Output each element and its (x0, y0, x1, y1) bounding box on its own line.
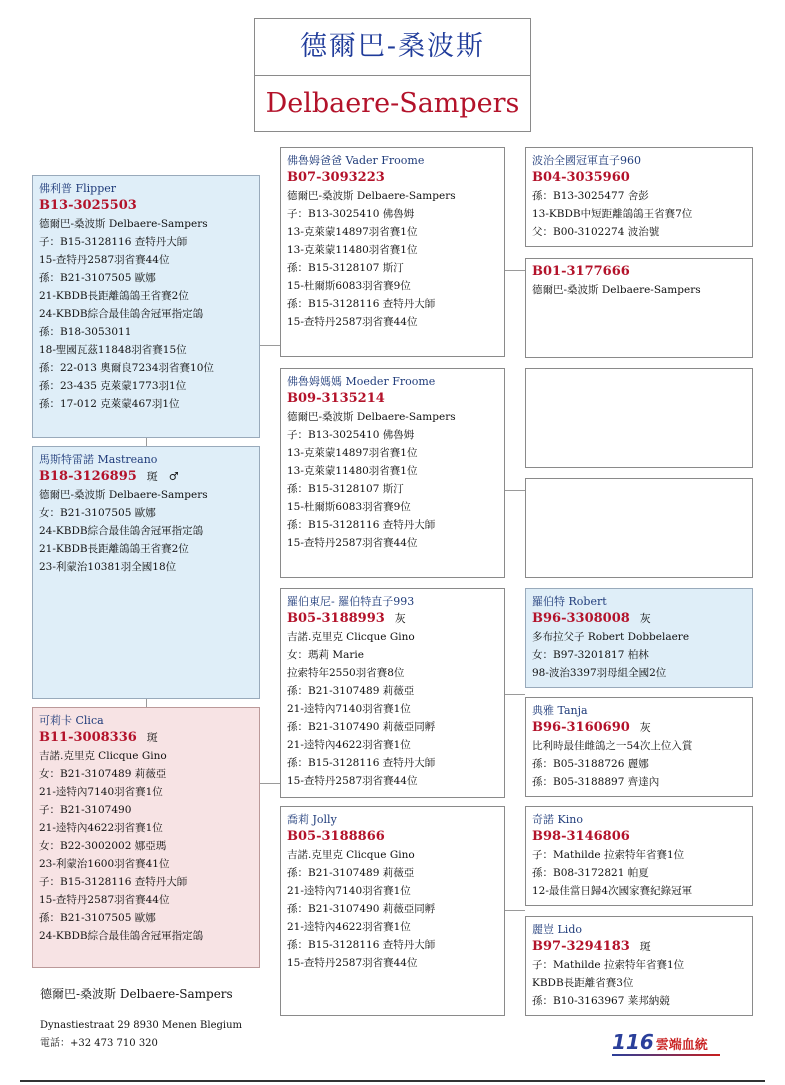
pigeon-detail-line: KBDB長距離省賽3位 (532, 977, 634, 989)
pigeon-detail-line: 孫：B21-3107490 莉薇亞同孵 (287, 721, 436, 733)
divider (20, 1080, 765, 1082)
pigeon-detail-line: 吉諾.克里克 Clicque Gino (287, 631, 415, 643)
pigeon-name: 麗豈 Lido (532, 923, 582, 936)
pigeon-detail-line: 拉索特年2550羽省賽8位 (287, 667, 405, 679)
pigeon-detail-line: 孫：B21-3107490 莉薇亞同孵 (287, 903, 436, 915)
pigeon-details (532, 281, 746, 299)
site-logo[interactable] (612, 1030, 722, 1056)
pigeon-detail-line: 子：B13-3025410 佛魯姆 (287, 429, 415, 441)
pigeon-card-sire-dam[interactable] (280, 368, 505, 578)
pigeon-ring: B96-3160690 灰 (532, 720, 651, 735)
pigeon-detail-line: 15-杜爾斯6083羽省賽9位 (287, 501, 411, 513)
pigeon-detail-line: 24-KBDB綜合最佳鴿舍冠軍指定鴿 (39, 308, 204, 320)
pigeon-detail-line: 吉諾.克里克 Clicque Gino (39, 750, 167, 762)
pigeon-detail-line: 13-克萊蒙11480羽省賽1位 (287, 465, 418, 477)
pigeon-detail-line: 15-查特丹2587羽省賽44位 (287, 957, 418, 969)
pigeon-details (532, 956, 746, 1010)
pigeon-detail-line: 12-最佳當日歸4次國家賽紀錄冠軍 (532, 885, 693, 897)
pigeon-details (39, 486, 253, 576)
title-english: Delbaere-Sampers (265, 88, 520, 119)
title-chinese: 德爾巴-桑波斯 (255, 19, 530, 76)
pigeon-ring: B05-3188866 (287, 829, 385, 844)
pigeon-detail-line: 孫：B21-3107505 歐娜 (39, 912, 156, 924)
connector-line (505, 490, 525, 491)
pigeon-detail-line: 15-查特丹2587羽省賽44位 (39, 254, 170, 266)
pigeon-detail-line: 孫：B05-3188726 麗娜 (532, 758, 649, 770)
pigeon-name: 佛魯姆爸爸 Vader Froome (287, 154, 425, 167)
breeder-address: Dynastiestraat 29 8930 Menen Blegium (40, 1020, 243, 1031)
pigeon-ring: B05-3188993 灰 (287, 611, 406, 626)
pigeon-card-dam-dam-sire[interactable] (525, 806, 753, 906)
pigeon-details (287, 846, 498, 972)
pigeon-detail-line: 15-杜爾斯6083羽省賽9位 (287, 280, 411, 292)
pigeon-detail-line: 比利時最佳雌鴿之一54次上位入賞 (532, 740, 693, 752)
pigeon-card-sire-sire[interactable] (280, 147, 505, 357)
pigeon-detail-line: 21-逵特內7140羽省賽1位 (287, 885, 411, 897)
pigeon-details (39, 747, 253, 945)
pigeon-detail-line: 13-KBDB中短距離鴿鴿王省賽7位 (532, 208, 693, 220)
pigeon-detail-line: 98-波治3397羽母組全國2位 (532, 667, 667, 679)
pigeon-detail-line: 孫：B15-3128116 查特丹大師 (287, 298, 436, 310)
pigeon-detail-line: 德爾巴-桑波斯 Delbaere-Sampers (39, 489, 208, 501)
pigeon-name: 佛魯姆媽媽 Moeder Froome (287, 375, 436, 388)
pigeon-ring: B09-3135214 (287, 391, 385, 406)
pigeon-detail-line: 女：瑪莉 Marie (287, 649, 364, 661)
pigeon-card-sire-sire-dam[interactable] (525, 258, 753, 358)
pigeon-detail-line: 孫：B21-3107489 莉薇亞 (287, 867, 415, 879)
pigeon-ring: B97-3294183 斑 (532, 939, 651, 954)
pigeon-detail-line: 子：B15-3128116 查特丹大師 (39, 876, 188, 888)
pigeon-card-dam-sire-dam[interactable] (525, 697, 753, 797)
pigeon-details (287, 187, 498, 331)
pigeon-card-dam-sire[interactable] (280, 588, 505, 798)
pigeon-ring: B11-3008336 斑 (39, 730, 158, 745)
pigeon-detail-line: 24-KBDB綜合最佳鴿舍冠軍指定鴿 (39, 930, 204, 942)
pigeon-ring: B07-3093223 (287, 170, 385, 185)
pigeon-detail-line: 21-逵特內4622羽省賽1位 (287, 739, 411, 751)
pigeon-name: 羅伯東尼- 羅伯特直子993 (287, 595, 415, 608)
pigeon-detail-line: 女：B21-3107505 歐娜 (39, 507, 156, 519)
pigeon-details (287, 628, 498, 790)
pigeon-detail-line: 子：B13-3025410 佛魯姆 (287, 208, 415, 220)
pigeon-name: 喬莉 Jolly (287, 813, 337, 826)
pigeon-detail-line: 子：B15-3128116 查特丹大師 (39, 236, 188, 248)
logo-underline (612, 1054, 720, 1056)
pigeon-detail-line: 21-逵特內4622羽省賽1位 (287, 921, 411, 933)
pigeon-ring: B98-3146806 (532, 829, 630, 844)
pigeon-card-dam-dam[interactable] (280, 806, 505, 1016)
breeder-name: 德爾巴-桑波斯 Delbaere-Sampers (40, 987, 233, 1001)
pigeon-detail-line: 孫：17-012 克萊蒙467羽1位 (39, 398, 180, 410)
pigeon-detail-line: 孫：B15-3128116 查特丹大師 (287, 757, 436, 769)
pigeon-name: 可莉卡 Clica (39, 714, 104, 727)
pigeon-detail-line: 孫：B13-3025477 舍彭 (532, 190, 649, 202)
connector-line (505, 270, 525, 271)
pigeon-details (532, 846, 746, 900)
pigeon-detail-line: 女：B97-3201817 柏林 (532, 649, 649, 661)
pigeon-detail-line: 孫：B05-3188897 齊達內 (532, 776, 660, 788)
pigeon-detail-line: 孫：B10-3163967 莱邦納競 (532, 995, 670, 1007)
pigeon-card-empty (525, 478, 753, 578)
pigeon-detail-line: 子：B21-3107490 (39, 804, 132, 816)
pigeon-detail-line: 女：B21-3107489 莉薇亞 (39, 768, 167, 780)
pigeon-detail-line: 孫：B15-3128107 斯汀 (287, 483, 404, 495)
pigeon-detail-line: 孫：23-435 克萊蒙1773羽1位 (39, 380, 187, 392)
pigeon-detail-line: 女：B22-3002002 娜亞瑪 (39, 840, 167, 852)
connector-line (260, 783, 280, 784)
pigeon-card-sire-sire-sire[interactable] (525, 147, 753, 247)
pigeon-details (532, 737, 746, 791)
pigeon-name: 奇諾 Kino (532, 813, 583, 826)
pigeon-ring: B18-3126895 斑 ♂ (39, 469, 179, 484)
pigeon-card-dam[interactable] (32, 707, 260, 968)
pigeon-card-dam-sire-sire[interactable] (525, 588, 753, 688)
pigeon-name: 波治全國冠軍直子960 (532, 154, 641, 167)
pigeon-detail-line: 子：Mathilde 拉索特年省賽1位 (532, 849, 685, 861)
connector-line (505, 694, 525, 695)
pigeon-card-empty (525, 368, 753, 468)
pigeon-details (532, 187, 746, 241)
pigeon-detail-line: 吉諾.克里克 Clicque Gino (287, 849, 415, 861)
pigeon-detail-line: 德爾巴-桑波斯 Delbaere-Sampers (287, 411, 456, 423)
pigeon-detail-line: 21-逵特內7140羽省賽1位 (39, 786, 163, 798)
logo-number: 116 (612, 1030, 654, 1054)
pigeon-ring: B01-3177666 (532, 264, 630, 279)
logo-text: 雲端血統 (655, 1038, 708, 1053)
pigeon-detail-line: 15-查特丹2587羽省賽44位 (287, 316, 418, 328)
pigeon-detail-line: 孫：B08-3172821 帕夏 (532, 867, 649, 879)
pigeon-detail-line: 15-查特丹2587羽省賽44位 (287, 537, 418, 549)
pigeon-ring: B13-3025503 (39, 198, 137, 213)
pigeon-detail-line: 13-克萊蒙14897羽省賽1位 (287, 447, 418, 459)
pigeon-name: 典雅 Tanja (532, 704, 588, 717)
pigeon-detail-line: 21-逵特內4622羽省賽1位 (39, 822, 163, 834)
pigeon-detail-line: 13-克萊蒙11480羽省賽1位 (287, 244, 418, 256)
connector-line (505, 910, 525, 911)
pigeon-detail-line: 15-查特丹2587羽省賽44位 (39, 894, 170, 906)
pigeon-ring: B96-3308008 灰 (532, 611, 651, 626)
pigeon-card-sire[interactable] (32, 175, 260, 438)
pigeon-detail-line: 孫：B15-3128116 查特丹大師 (287, 939, 436, 951)
pigeon-detail-line: 子：Mathilde 拉索特年省賽1位 (532, 959, 685, 971)
breeder-phone: 電話：+32 473 710 320 (40, 1038, 158, 1049)
pigeon-detail-line: 孫：B21-3107505 歐娜 (39, 272, 156, 284)
pigeon-details (39, 215, 253, 413)
pigeon-card-subject[interactable] (32, 446, 260, 699)
pigeon-detail-line: 15-查特丹2587羽省賽44位 (287, 775, 418, 787)
title-box (254, 18, 531, 132)
pigeon-details (287, 408, 498, 552)
pigeon-detail-line: 13-克萊蒙14897羽省賽1位 (287, 226, 418, 238)
pigeon-detail-line: 24-KBDB綜合最佳鴿舍冠軍指定鴿 (39, 525, 204, 537)
pigeon-detail-line: 21-KBDB長距離鴿鴿王省賽2位 (39, 290, 189, 302)
pigeon-detail-line: 孫：B15-3128116 查特丹大師 (287, 519, 436, 531)
pigeon-detail-line: 德爾巴-桑波斯 Delbaere-Sampers (287, 190, 456, 202)
pigeon-detail-line: 德爾巴-桑波斯 Delbaere-Sampers (39, 218, 208, 230)
pigeon-detail-line: 孫：B21-3107489 莉薇亞 (287, 685, 415, 697)
pigeon-name: 佛利普 Flipper (39, 182, 117, 195)
pigeon-name: 羅伯特 Robert (532, 595, 607, 608)
connector-line (260, 345, 280, 346)
pigeon-detail-line: 23-利蒙治10381羽全國18位 (39, 561, 177, 573)
pigeon-card-dam-dam-dam[interactable] (525, 916, 753, 1016)
pigeon-detail-line: 德爾巴-桑波斯 Delbaere-Sampers (532, 284, 701, 296)
pigeon-detail-line: 21-KBDB長距離鴿鴿王省賽2位 (39, 543, 189, 555)
pigeon-detail-line: 孫：B15-3128107 斯汀 (287, 262, 404, 274)
pigeon-ring: B04-3035960 (532, 170, 630, 185)
pigeon-detail-line: 孫：22-013 奧爾良7234羽省賽10位 (39, 362, 214, 374)
pigeon-detail-line: 父：B00-3102274 波治號 (532, 226, 660, 238)
pigeon-detail-line: 21-逵特內7140羽省賽1位 (287, 703, 411, 715)
breeder-info (40, 985, 260, 1053)
pigeon-name: 馬斯特雷諾 Mastreano (39, 453, 158, 466)
pigeon-detail-line: 18-聖國瓦茲11848羽省賽15位 (39, 344, 187, 356)
pigeon-detail-line: 23-利蒙治1600羽省賽41位 (39, 858, 170, 870)
pigeon-detail-line: 孫：B18-3053011 (39, 326, 132, 338)
pigeon-details (532, 628, 746, 682)
pigeon-detail-line: 多布拉父子 Robert Dobbelaere (532, 631, 690, 643)
